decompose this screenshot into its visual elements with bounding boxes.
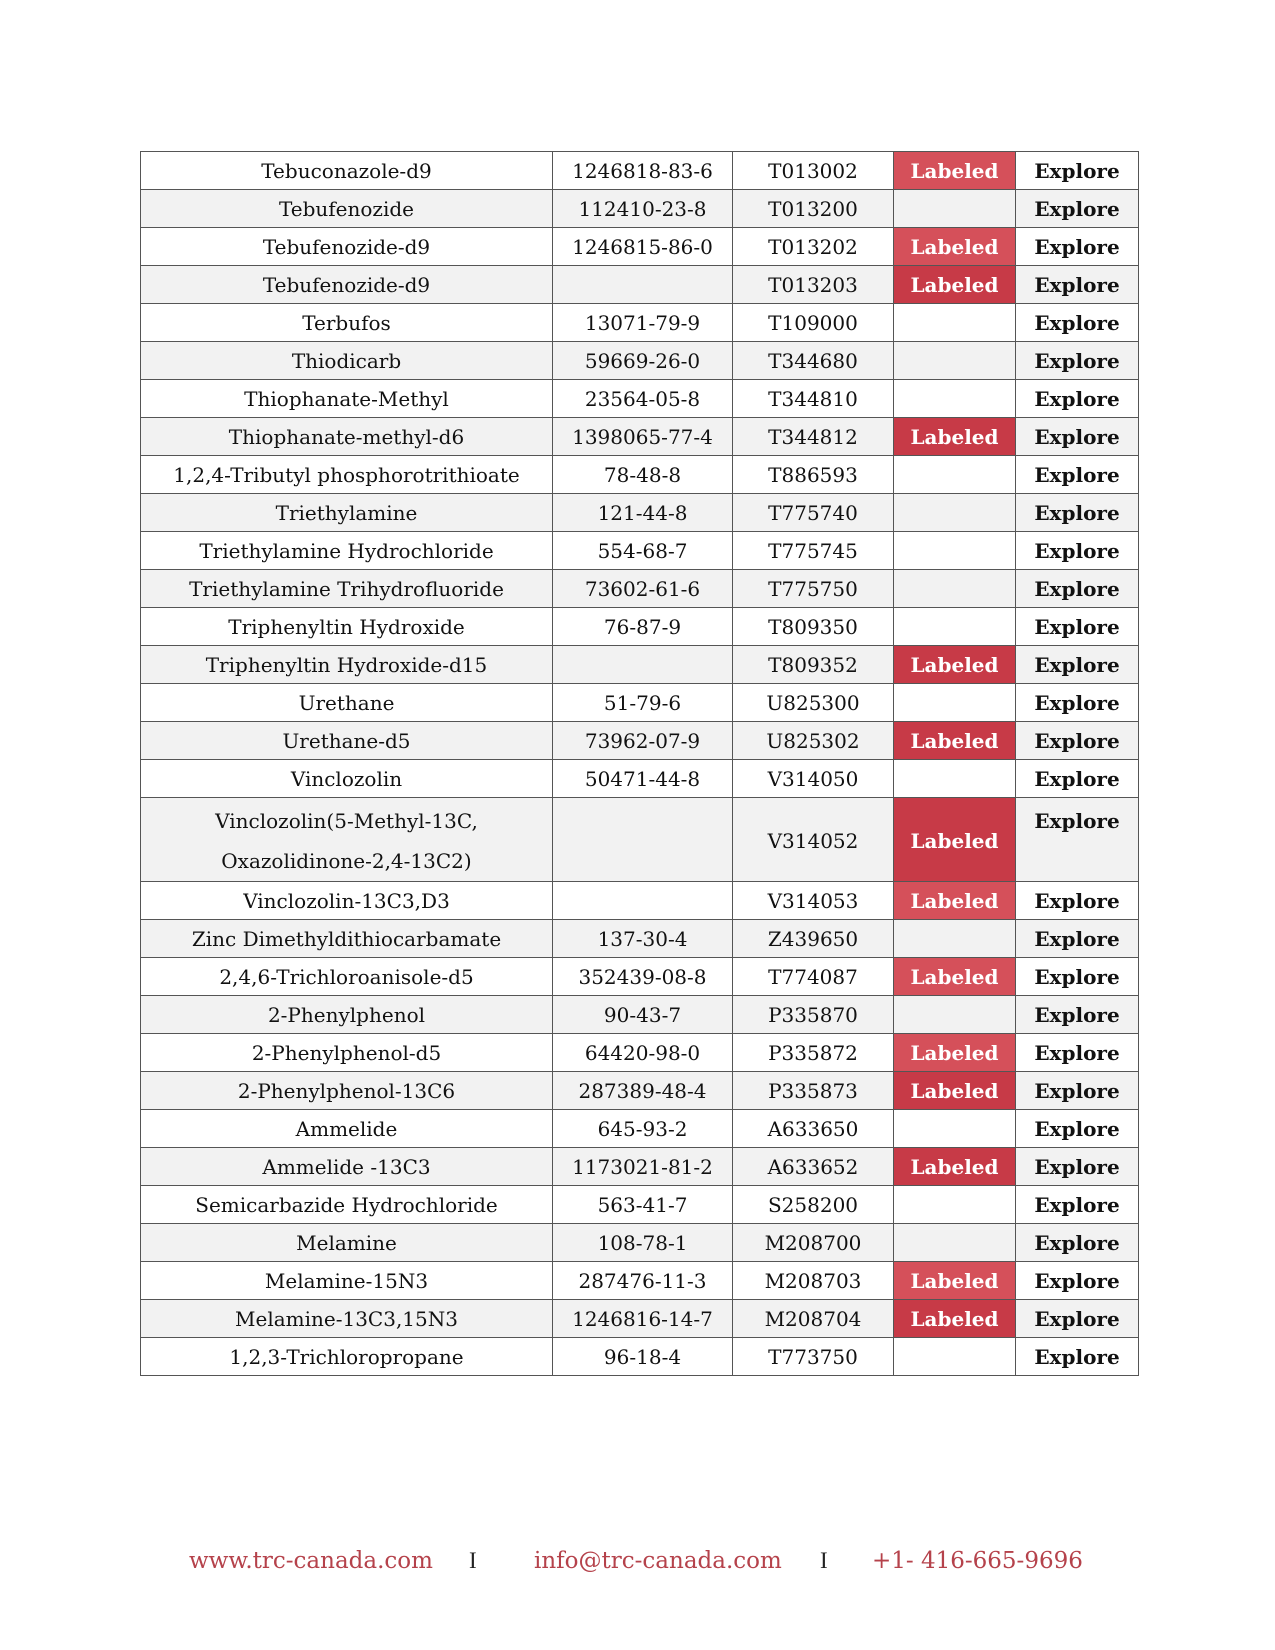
cas-number-cell: 554-68-7 bbox=[553, 532, 733, 570]
cas-number-cell bbox=[553, 882, 733, 920]
catalog-number-cell: T775750 bbox=[733, 570, 894, 608]
cas-number-cell: 1398065-77-4 bbox=[553, 418, 733, 456]
cas-number-cell: 287476-11-3 bbox=[553, 1262, 733, 1300]
table-row bbox=[141, 152, 1139, 190]
cas-number-cell bbox=[553, 646, 733, 684]
footer-phone-link[interactable]: +1- 416-665-9696 bbox=[872, 1548, 1083, 1574]
labeled-badge: Labeled bbox=[894, 266, 1016, 304]
product-name-cell: Triethylamine Hydrochloride bbox=[141, 532, 553, 570]
explore-link[interactable]: Explore bbox=[1016, 1338, 1139, 1376]
cas-number-cell: 73962-07-9 bbox=[553, 722, 733, 760]
table-row bbox=[141, 380, 1139, 418]
product-name-cell: Urethane-d5 bbox=[141, 722, 553, 760]
explore-link[interactable]: Explore bbox=[1016, 342, 1139, 380]
catalog-number-cell: V314052 bbox=[733, 798, 894, 882]
cas-number-cell: 352439-08-8 bbox=[553, 958, 733, 996]
table-row bbox=[141, 228, 1139, 266]
labeled-badge: Labeled bbox=[894, 882, 1016, 920]
table-row bbox=[141, 1072, 1139, 1110]
explore-link[interactable]: Explore bbox=[1016, 722, 1139, 760]
labeled-badge: Labeled bbox=[894, 798, 1016, 882]
product-name-cell: Ammelide bbox=[141, 1110, 553, 1148]
table-row bbox=[141, 608, 1139, 646]
product-table-body bbox=[141, 152, 1139, 1376]
explore-link[interactable]: Explore bbox=[1016, 920, 1139, 958]
product-table bbox=[140, 151, 1139, 1376]
labeled-badge bbox=[894, 684, 1016, 722]
explore-link[interactable]: Explore bbox=[1016, 798, 1139, 882]
explore-link[interactable]: Explore bbox=[1016, 1300, 1139, 1338]
product-name-cell: Vinclozolin-13C3,D3 bbox=[141, 882, 553, 920]
table-row bbox=[141, 684, 1139, 722]
catalog-number-cell: A633650 bbox=[733, 1110, 894, 1148]
table-row bbox=[141, 1110, 1139, 1148]
explore-link[interactable]: Explore bbox=[1016, 418, 1139, 456]
labeled-badge: Labeled bbox=[894, 958, 1016, 996]
explore-link[interactable]: Explore bbox=[1016, 532, 1139, 570]
labeled-badge bbox=[894, 920, 1016, 958]
labeled-badge bbox=[894, 532, 1016, 570]
table-row bbox=[141, 1224, 1139, 1262]
cas-number-cell: 51-79-6 bbox=[553, 684, 733, 722]
table-row bbox=[141, 456, 1139, 494]
footer-website-link[interactable]: www.trc-canada.com bbox=[189, 1548, 433, 1574]
cas-number-cell: 563-41-7 bbox=[553, 1186, 733, 1224]
catalog-number-cell: T013002 bbox=[733, 152, 894, 190]
table-row bbox=[141, 722, 1139, 760]
product-name-cell: Ammelide -13C3 bbox=[141, 1148, 553, 1186]
catalog-number-cell: T013202 bbox=[733, 228, 894, 266]
explore-link[interactable]: Explore bbox=[1016, 380, 1139, 418]
catalog-number-cell: T013200 bbox=[733, 190, 894, 228]
catalog-number-cell: Z439650 bbox=[733, 920, 894, 958]
explore-link[interactable]: Explore bbox=[1016, 1110, 1139, 1148]
product-name-cell bbox=[141, 798, 553, 882]
product-name-cell: 2-Phenylphenol bbox=[141, 996, 553, 1034]
product-name-cell: Thiophanate-Methyl bbox=[141, 380, 553, 418]
product-name-cell: 2,4,6-Trichloroanisole-d5 bbox=[141, 958, 553, 996]
explore-link[interactable]: Explore bbox=[1016, 228, 1139, 266]
cas-number-cell: 1246815-86-0 bbox=[553, 228, 733, 266]
table-row bbox=[141, 570, 1139, 608]
labeled-badge bbox=[894, 342, 1016, 380]
explore-link[interactable]: Explore bbox=[1016, 958, 1139, 996]
product-name-cell: Tebuconazole-d9 bbox=[141, 152, 553, 190]
explore-link[interactable]: Explore bbox=[1016, 1148, 1139, 1186]
explore-link[interactable]: Explore bbox=[1016, 152, 1139, 190]
catalog-number-cell: T109000 bbox=[733, 304, 894, 342]
cas-number-cell bbox=[553, 798, 733, 882]
table-row bbox=[141, 920, 1139, 958]
catalog-number-cell: T774087 bbox=[733, 958, 894, 996]
cas-number-cell: 287389-48-4 bbox=[553, 1072, 733, 1110]
cas-number-cell: 90-43-7 bbox=[553, 996, 733, 1034]
catalog-number-cell: P335870 bbox=[733, 996, 894, 1034]
table-row bbox=[141, 882, 1139, 920]
table-row bbox=[141, 494, 1139, 532]
explore-link[interactable]: Explore bbox=[1016, 646, 1139, 684]
table-row bbox=[141, 958, 1139, 996]
labeled-badge: Labeled bbox=[894, 646, 1016, 684]
catalog-number-cell: V314053 bbox=[733, 882, 894, 920]
catalog-number-cell: U825300 bbox=[733, 684, 894, 722]
explore-link[interactable]: Explore bbox=[1016, 494, 1139, 532]
product-name-cell: 1,2,4-Tributyl phosphorotrithioate bbox=[141, 456, 553, 494]
table-row bbox=[141, 190, 1139, 228]
catalog-number-cell: T344810 bbox=[733, 380, 894, 418]
product-name-cell: Vinclozolin bbox=[141, 760, 553, 798]
labeled-badge bbox=[894, 996, 1016, 1034]
cas-number-cell: 1173021-81-2 bbox=[553, 1148, 733, 1186]
labeled-badge: Labeled bbox=[894, 1148, 1016, 1186]
labeled-badge bbox=[894, 494, 1016, 532]
catalog-number-cell: T773750 bbox=[733, 1338, 894, 1376]
catalog-number-cell: T809350 bbox=[733, 608, 894, 646]
catalog-number-cell: P335873 bbox=[733, 1072, 894, 1110]
cas-number-cell: 73602-61-6 bbox=[553, 570, 733, 608]
explore-link[interactable]: Explore bbox=[1016, 456, 1139, 494]
footer-email-link[interactable]: info@trc-canada.com bbox=[534, 1548, 782, 1574]
explore-link[interactable]: Explore bbox=[1016, 996, 1139, 1034]
product-name-cell: Melamine-13C3,15N3 bbox=[141, 1300, 553, 1338]
catalog-number-cell: T013203 bbox=[733, 266, 894, 304]
product-name-cell: Tebufenozide bbox=[141, 190, 553, 228]
labeled-badge: Labeled bbox=[894, 418, 1016, 456]
catalog-number-cell: T775740 bbox=[733, 494, 894, 532]
explore-link[interactable]: Explore bbox=[1016, 570, 1139, 608]
catalog-number-cell: T344812 bbox=[733, 418, 894, 456]
explore-link[interactable]: Explore bbox=[1016, 190, 1139, 228]
product-name-cell: Thiodicarb bbox=[141, 342, 553, 380]
table-row bbox=[141, 304, 1139, 342]
cas-number-cell: 23564-05-8 bbox=[553, 380, 733, 418]
table-row bbox=[141, 996, 1139, 1034]
labeled-badge: Labeled bbox=[894, 228, 1016, 266]
product-name-cell: Urethane bbox=[141, 684, 553, 722]
labeled-badge bbox=[894, 1224, 1016, 1262]
table-row bbox=[141, 1338, 1139, 1376]
labeled-badge bbox=[894, 190, 1016, 228]
table-row bbox=[141, 418, 1139, 456]
cas-number-cell: 64420-98-0 bbox=[553, 1034, 733, 1072]
catalog-number-cell: P335872 bbox=[733, 1034, 894, 1072]
labeled-badge: Labeled bbox=[894, 1034, 1016, 1072]
cas-number-cell: 96-18-4 bbox=[553, 1338, 733, 1376]
labeled-badge: Labeled bbox=[894, 722, 1016, 760]
table-row bbox=[141, 266, 1139, 304]
labeled-badge: Labeled bbox=[894, 152, 1016, 190]
cas-number-cell: 108-78-1 bbox=[553, 1224, 733, 1262]
cas-number-cell: 59669-26-0 bbox=[553, 342, 733, 380]
cas-number-cell: 78-48-8 bbox=[553, 456, 733, 494]
catalog-number-cell: T809352 bbox=[733, 646, 894, 684]
labeled-badge: Labeled bbox=[894, 1072, 1016, 1110]
product-name-cell: Terbufos bbox=[141, 304, 553, 342]
product-name-line: Oxazolidinone-2,4-13C2) bbox=[221, 849, 472, 873]
table-row bbox=[141, 798, 1139, 882]
table-row bbox=[141, 1262, 1139, 1300]
explore-link[interactable]: Explore bbox=[1016, 760, 1139, 798]
cas-number-cell: 112410-23-8 bbox=[553, 190, 733, 228]
product-name-cell: Semicarbazide Hydrochloride bbox=[141, 1186, 553, 1224]
catalog-number-cell: M208704 bbox=[733, 1300, 894, 1338]
explore-link[interactable]: Explore bbox=[1016, 1072, 1139, 1110]
explore-link[interactable]: Explore bbox=[1016, 304, 1139, 342]
labeled-badge bbox=[894, 1186, 1016, 1224]
labeled-badge bbox=[894, 1110, 1016, 1148]
product-name-cell: Tebufenozide-d9 bbox=[141, 266, 553, 304]
footer-separator: I bbox=[820, 1548, 828, 1573]
labeled-badge bbox=[894, 760, 1016, 798]
product-name-cell: Triphenyltin Hydroxide bbox=[141, 608, 553, 646]
table-row bbox=[141, 1148, 1139, 1186]
cas-number-cell: 13071-79-9 bbox=[553, 304, 733, 342]
cas-number-cell: 76-87-9 bbox=[553, 608, 733, 646]
catalog-number-cell: S258200 bbox=[733, 1186, 894, 1224]
footer-separator: I bbox=[469, 1548, 477, 1573]
catalog-number-cell: M208700 bbox=[733, 1224, 894, 1262]
labeled-badge bbox=[894, 304, 1016, 342]
product-name-cell: 2-Phenylphenol-d5 bbox=[141, 1034, 553, 1072]
explore-link[interactable]: Explore bbox=[1016, 608, 1139, 646]
product-name-cell: Melamine-15N3 bbox=[141, 1262, 553, 1300]
product-name-cell: Thiophanate-methyl-d6 bbox=[141, 418, 553, 456]
catalog-number-cell: A633652 bbox=[733, 1148, 894, 1186]
table-row bbox=[141, 760, 1139, 798]
labeled-badge bbox=[894, 608, 1016, 646]
labeled-badge bbox=[894, 456, 1016, 494]
product-name-cell: Triethylamine bbox=[141, 494, 553, 532]
explore-link[interactable]: Explore bbox=[1016, 1034, 1139, 1072]
table-row bbox=[141, 646, 1139, 684]
labeled-badge bbox=[894, 570, 1016, 608]
cas-number-cell: 1246816-14-7 bbox=[553, 1300, 733, 1338]
table-row bbox=[141, 342, 1139, 380]
page-footer bbox=[0, 1548, 1275, 1584]
product-name-cell: Tebufenozide-d9 bbox=[141, 228, 553, 266]
cas-number-cell: 137-30-4 bbox=[553, 920, 733, 958]
explore-link[interactable]: Explore bbox=[1016, 882, 1139, 920]
catalog-number-cell: T344680 bbox=[733, 342, 894, 380]
labeled-badge: Labeled bbox=[894, 1262, 1016, 1300]
product-name-cell: Zinc Dimethyldithiocarbamate bbox=[141, 920, 553, 958]
explore-link[interactable]: Explore bbox=[1016, 1186, 1139, 1224]
catalog-number-cell: U825302 bbox=[733, 722, 894, 760]
product-name-cell: Melamine bbox=[141, 1224, 553, 1262]
cas-number-cell: 645-93-2 bbox=[553, 1110, 733, 1148]
table-row bbox=[141, 1034, 1139, 1072]
table-row bbox=[141, 532, 1139, 570]
explore-link[interactable]: Explore bbox=[1016, 684, 1139, 722]
labeled-badge bbox=[894, 1338, 1016, 1376]
labeled-badge: Labeled bbox=[894, 1300, 1016, 1338]
table-row bbox=[141, 1186, 1139, 1224]
catalog-number-cell: V314050 bbox=[733, 760, 894, 798]
catalog-number-cell: T886593 bbox=[733, 456, 894, 494]
product-name-cell: Triethylamine Trihydrofluoride bbox=[141, 570, 553, 608]
table-row bbox=[141, 1300, 1139, 1338]
labeled-badge bbox=[894, 380, 1016, 418]
product-name-line: Vinclozolin(5-Methyl-13C, bbox=[215, 809, 478, 833]
catalog-number-cell: T775745 bbox=[733, 532, 894, 570]
cas-number-cell bbox=[553, 266, 733, 304]
cas-number-cell: 50471-44-8 bbox=[553, 760, 733, 798]
explore-link[interactable]: Explore bbox=[1016, 1224, 1139, 1262]
product-name-cell: 1,2,3-Trichloropropane bbox=[141, 1338, 553, 1376]
catalog-number-cell: M208703 bbox=[733, 1262, 894, 1300]
product-name-cell: 2-Phenylphenol-13C6 bbox=[141, 1072, 553, 1110]
explore-link[interactable]: Explore bbox=[1016, 1262, 1139, 1300]
cas-number-cell: 1246818-83-6 bbox=[553, 152, 733, 190]
cas-number-cell: 121-44-8 bbox=[553, 494, 733, 532]
product-name-cell: Triphenyltin Hydroxide-d15 bbox=[141, 646, 553, 684]
explore-link[interactable]: Explore bbox=[1016, 266, 1139, 304]
